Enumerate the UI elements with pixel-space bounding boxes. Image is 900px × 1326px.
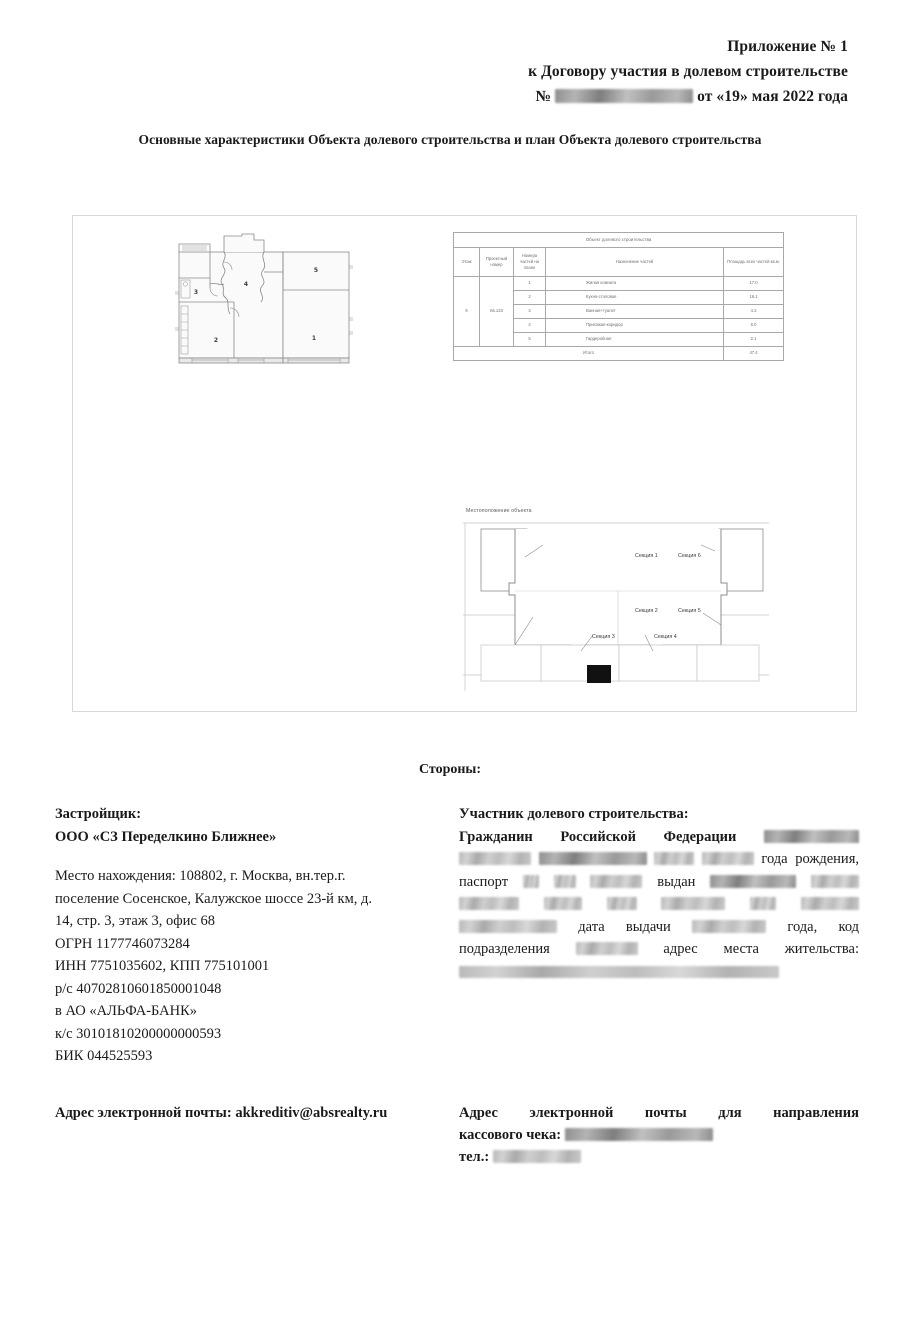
year-word: года, [787, 918, 818, 935]
participant-residence-line [459, 961, 859, 984]
developer-bank: в АО «АЛЬФА-БАНК» [55, 1003, 198, 1019]
redacted-issuer-7 [750, 897, 776, 910]
developer-heading: Застройщик: [55, 806, 142, 822]
location-diagram [463, 505, 769, 695]
passport-label: паспорт [459, 873, 509, 890]
object-spec-table [453, 232, 784, 361]
developer-email-block [55, 1102, 455, 1124]
cell-part-number: 5 [514, 333, 546, 347]
redacted-passport-extra [590, 875, 642, 888]
developer-name: ООО «СЗ Переделкино Ближнее» [55, 828, 277, 845]
total-label: Итого [454, 347, 724, 361]
participant-heading: Участник долевого строительства: [459, 806, 689, 822]
participant-email-block [459, 1102, 859, 1168]
developer-block [55, 803, 447, 1068]
col-header-floor: Этаж [454, 248, 480, 277]
redacted-issuer-9 [459, 920, 557, 933]
participant-birth-line [459, 848, 859, 871]
table-header-row [454, 248, 784, 277]
table-title: Объект долевого строительства [454, 233, 784, 248]
cell-part-number: 2 [514, 291, 546, 305]
participant-issuer-line-2 [459, 893, 859, 916]
floor-plan-drawing [168, 232, 364, 387]
developer-address-line-1: Место нахождения: 108802, г. Москва, вн.тер.г. [55, 868, 346, 884]
section-label-6: Секция 6 [678, 553, 701, 559]
receipt-email-line-2 [459, 1124, 859, 1146]
participant-issue-date-line [459, 916, 859, 939]
floorplan-room-5: 5 [313, 267, 319, 274]
participant-block [459, 803, 859, 983]
issue-date-label: дата выдачи [578, 918, 671, 935]
redacted-birth-date-2 [702, 852, 754, 865]
redacted-division-code [576, 942, 638, 955]
developer-email-label: Адрес электронной почты: [55, 1105, 232, 1121]
redacted-passport-number [554, 875, 576, 888]
redacted-residence-address [459, 966, 779, 978]
redacted-issuer-4 [544, 897, 582, 910]
col-header-part-purpose: Назначение частей [546, 248, 724, 277]
developer-correspondent-account: к/с 30101810200000000593 [55, 1025, 222, 1042]
redacted-participant-name-2 [459, 852, 531, 865]
section-label-1: Секция 1 [635, 553, 658, 559]
cell-part-area: 6.0 [724, 319, 784, 333]
col-header-part-numbers: Номера частей на плане [514, 248, 546, 277]
cell-part-name: Ванная+туалет [546, 305, 724, 319]
section-label-4: Секция 4 [654, 634, 677, 640]
appendix-title: Приложение № 1 [727, 38, 848, 55]
redacted-phone-number [493, 1150, 581, 1163]
floorplan-room-2: 2 [213, 337, 219, 344]
redacted-passport-series [523, 875, 539, 888]
cell-part-name: Прихожая-коридор [546, 319, 724, 333]
redacted-issuer-8 [801, 897, 859, 910]
redacted-participant-name-3 [539, 852, 647, 865]
residence-label: адрес места жительства: [663, 941, 859, 957]
participant-passport-line [459, 871, 859, 894]
developer-settlement-account: р/с 40702810601850001048 [55, 980, 222, 997]
code-word: код [838, 918, 860, 935]
participant-division-line [459, 938, 859, 961]
floorplan-room-1: 1 [311, 335, 317, 342]
redacted-issue-date [692, 920, 766, 933]
redacted-issuer-3 [459, 897, 519, 910]
col-header-project-number: Проектный номер [480, 248, 514, 277]
parties-heading: Стороны: [418, 762, 482, 777]
cell-part-area: 4.2 [724, 305, 784, 319]
section-label-3: Секция 3 [592, 634, 615, 640]
cell-part-name: Гардеробная [546, 333, 724, 347]
col-header-area: Площадь всех частей кв.м. [724, 248, 784, 277]
redacted-issuer-2 [811, 875, 859, 888]
redacted-receipt-email [565, 1128, 713, 1141]
cell-part-area: 17.0 [724, 277, 784, 291]
cell-floor: 6 [454, 277, 480, 347]
redacted-issuer-5 [607, 897, 637, 910]
document-header [248, 34, 848, 109]
redacted-issuer-1 [710, 875, 796, 888]
participant-phone-line [459, 1146, 859, 1168]
cell-part-number: 3 [514, 305, 546, 319]
floorplan-room-3: 3 [193, 289, 199, 296]
contract-date: от «19» мая 2022 года [697, 88, 848, 105]
section-label-2: Секция 2 [635, 608, 658, 614]
developer-email-value: akkreditiv@absrealty.ru [235, 1105, 388, 1121]
cell-part-name: Кухня-столовая [546, 291, 724, 305]
unit-location-marker [587, 665, 611, 683]
cell-part-name: Жилая комната [546, 277, 724, 291]
receipt-email-line-1: Адрес электронной почты для направления [459, 1105, 859, 1121]
participant-citizen-prefix: Гражданин Российской Федерации [459, 828, 737, 845]
developer-address-line-2: поселение Сосенское, Калужское шоссе 23-й км, д. [55, 890, 373, 907]
contract-number-prefix: № [535, 88, 552, 105]
cell-project-number: Кв.133 [480, 277, 514, 347]
table-total-row [454, 347, 784, 361]
cell-part-area: 2.1 [724, 333, 784, 347]
appendix-contract-line: к Договору участия в долевом строительстве [528, 63, 848, 80]
table-title-row [454, 233, 784, 248]
appendix-contract-number-line [248, 84, 848, 109]
table-row [454, 277, 784, 291]
redacted-birth-date-1 [654, 852, 694, 865]
location-diagram-label: Местоположение объекта [466, 508, 532, 514]
spacer [55, 848, 447, 865]
redacted-participant-name-1 [764, 830, 859, 843]
section-label-5: Секция 5 [678, 608, 701, 614]
total-area: 47.4 [724, 347, 784, 361]
cell-part-area: 16.1 [724, 291, 784, 305]
redacted-issuer-6 [661, 897, 725, 910]
developer-ogrn: ОГРН 1177746073284 [55, 935, 190, 952]
participant-citizen-line [459, 826, 859, 849]
cell-part-number: 4 [514, 319, 546, 333]
developer-bik: БИК 044525593 [55, 1048, 153, 1064]
developer-address-line-3: 14, стр. 3, этаж 3, офис 68 [55, 913, 215, 929]
floorplan-room-4: 4 [243, 281, 249, 288]
participant-birth-suffix: года рождения, [761, 851, 859, 867]
issued-label: выдан [657, 873, 696, 890]
division-label: подразделения [459, 941, 550, 957]
developer-inn-kpp: ИНН 7751035602, КПП 775101001 [55, 958, 270, 974]
redacted-contract-number [555, 89, 693, 103]
receipt-email-label: кассового чека: [459, 1127, 562, 1143]
phone-label: тел.: [459, 1149, 490, 1165]
cell-part-number: 1 [514, 277, 546, 291]
document-subtitle: Основные характеристики Объекта долевого строительства и план Объекта долевого строительства [138, 132, 762, 147]
